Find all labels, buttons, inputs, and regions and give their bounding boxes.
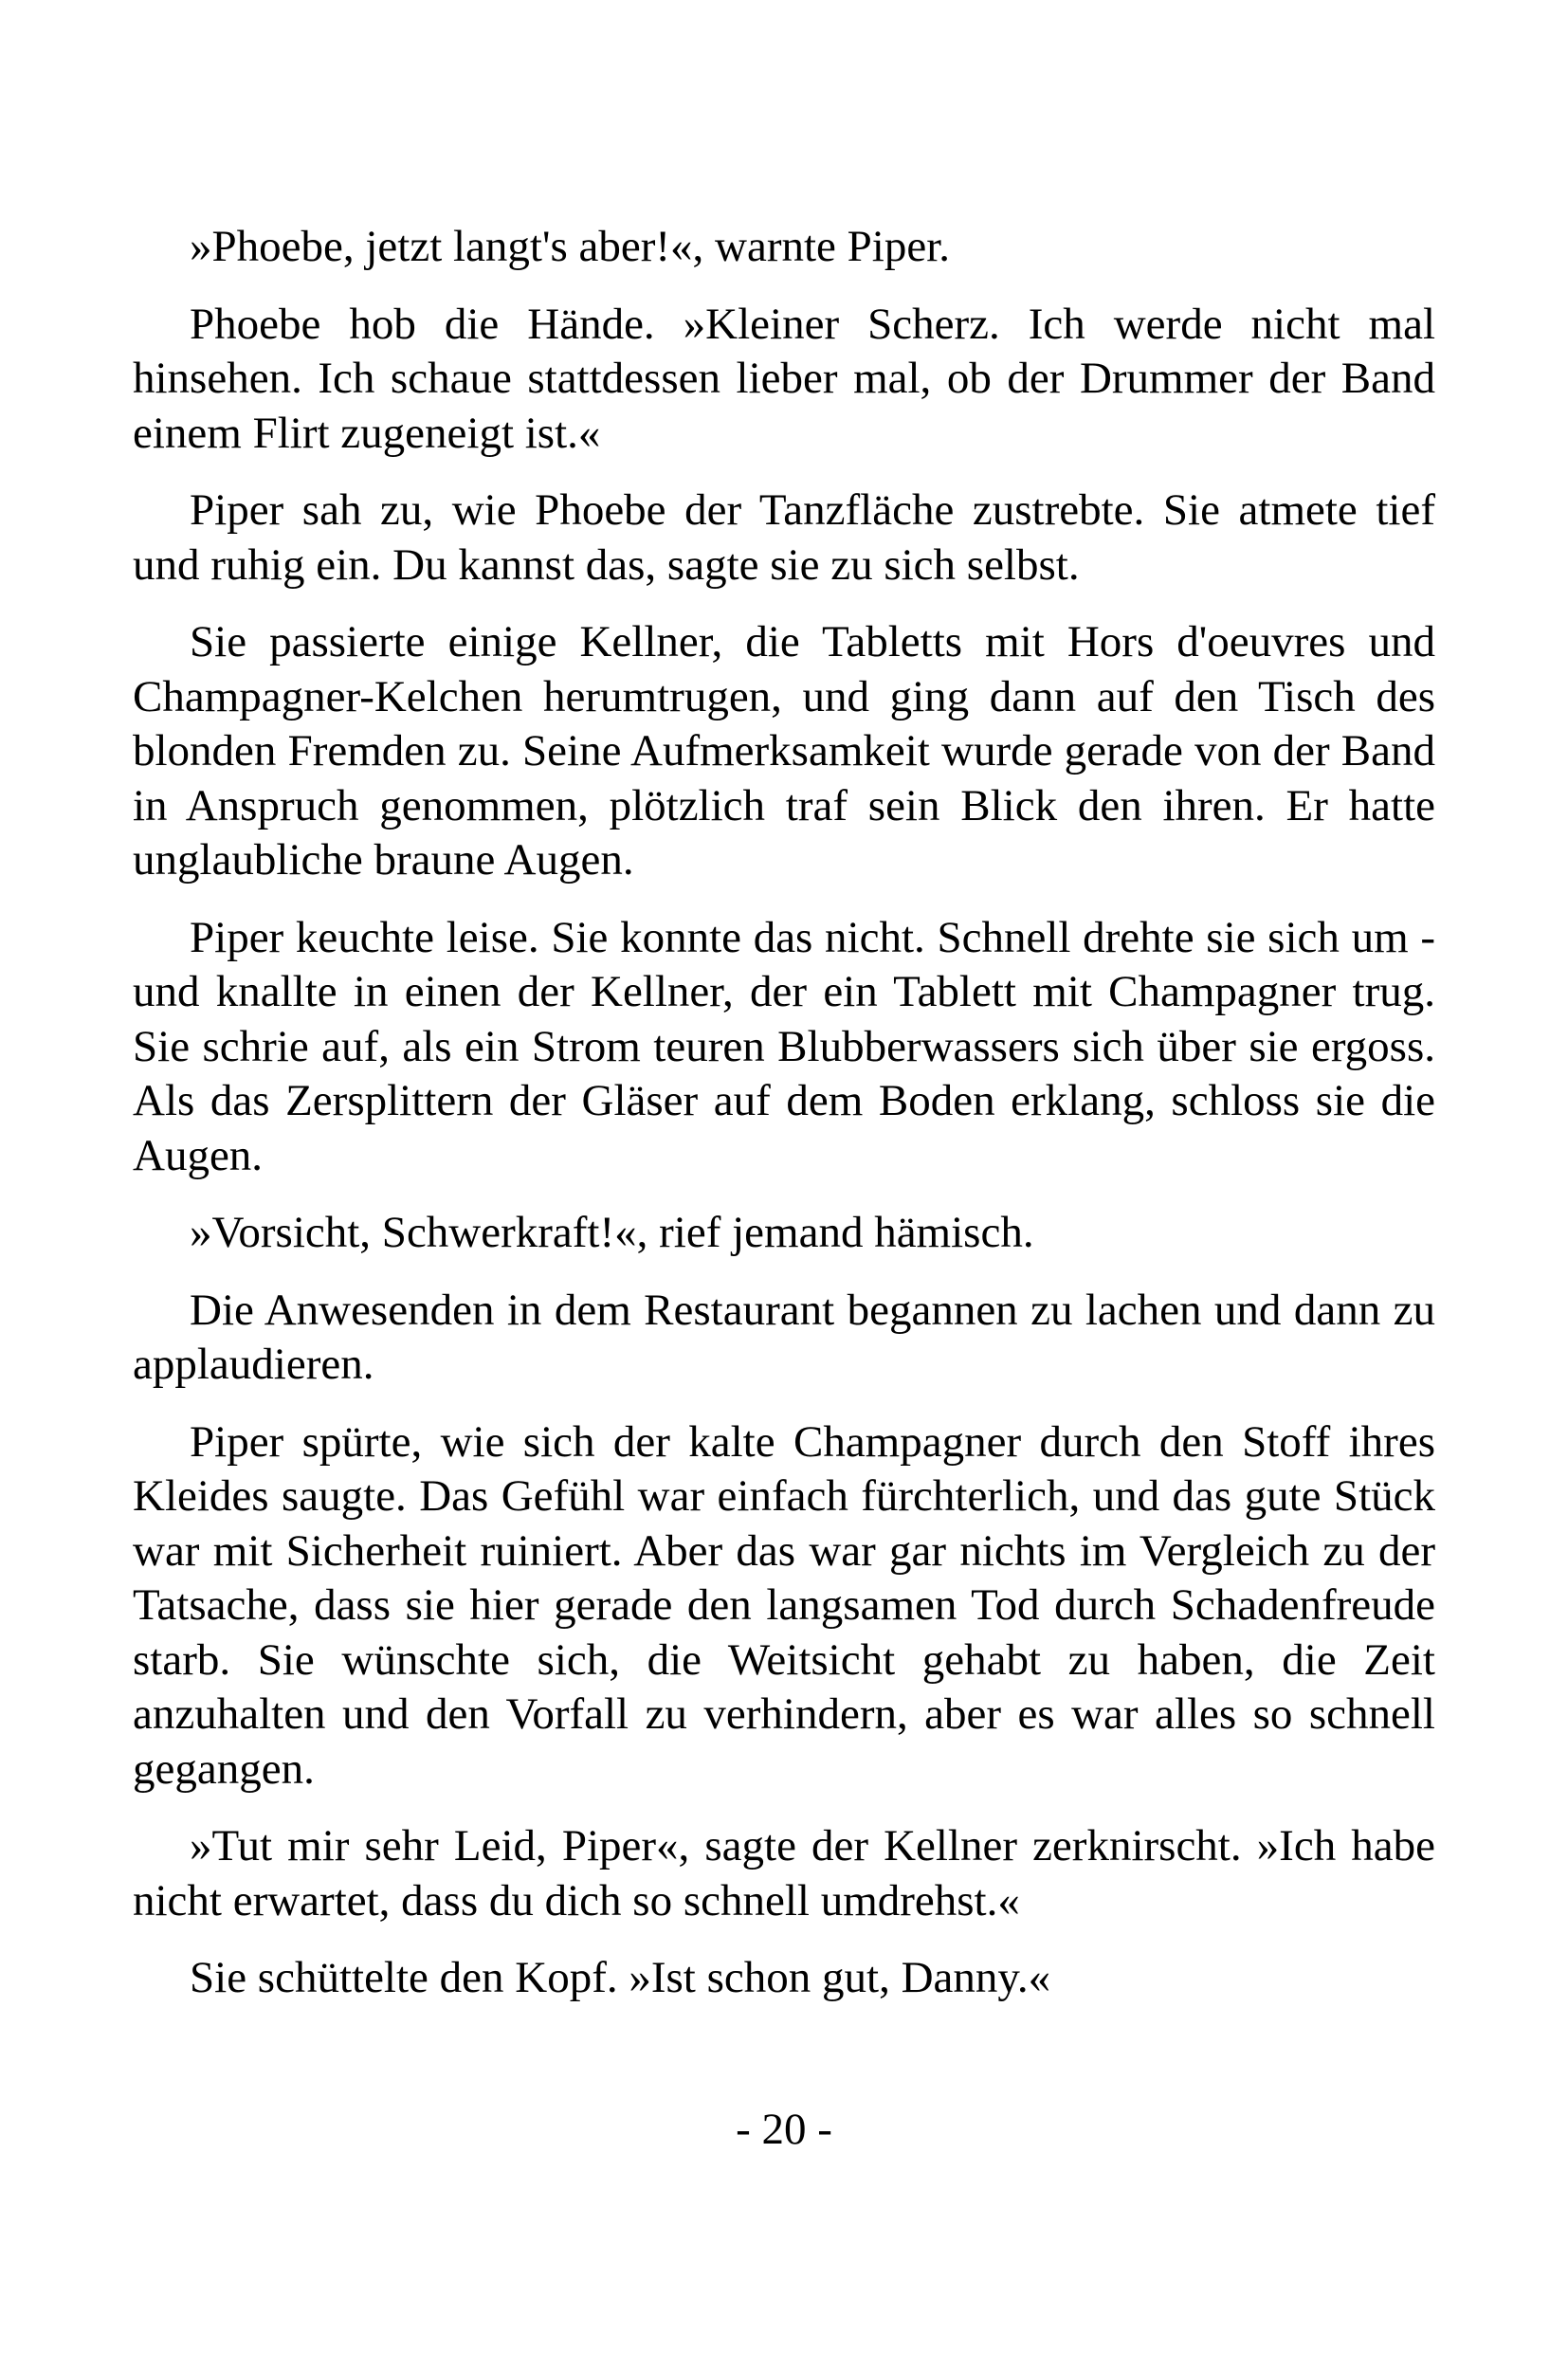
body-text — [133, 220, 1435, 2029]
paragraph: Die Anwesenden in dem Restaurant begannen zu lachen und dann zu applaudieren. — [133, 1285, 1435, 1389]
paragraph: »Vorsicht, Schwerkraft!«, rief jemand hämisch. — [190, 1208, 1034, 1257]
paragraph: »Tut mir sehr Leid, Piper«, sagte der Kellner zerknirscht. »Ich habe nicht erwartet, dass du dich so schnell umdrehst.« — [133, 1821, 1435, 1925]
paragraph: Piper sah zu, wie Phoebe der Tanzfläche zustrebte. Sie atmete tief und ruhig ein. Du kannst das, sagte sie zu sich selbst. — [133, 485, 1435, 590]
paragraph: Sie schüttelte den Kopf. »Ist schon gut, Danny.« — [190, 1953, 1051, 2002]
paragraph: Phoebe hob die Hände. »Kleiner Scherz. Ich werde nicht mal hinsehen. Ich schaue stattdessen lieber mal, ob der Drummer der Band einem Flirt zugeneigt ist.« — [133, 299, 1435, 458]
paragraph: Sie passierte einige Kellner, die Tabletts mit Hors d'oeuvres und Champagner-Kelchen herumtrugen, und ging dann auf den Tisch des blonden Fremden zu. Seine Aufmerksamkeit wurde gerade von der Band in Anspruch genommen, plötzlich traf sein Blick den ihren. Er hatte unglaubliche braune Augen. — [133, 617, 1435, 885]
paragraph: Piper spürte, wie sich der kalte Champagner durch den Stoff ihres Kleides saugte. Das Gefühl war einfach fürchterlich, und das gute Stück war mit Sicherheit ruiniert. Aber das war gar nichts im Vergleich zu der Tatsache, dass sie hier gerade den langsamen Tod durch Schadenfreude starb. Sie wünschte sich, die Weitsicht gehabt zu haben, die Zeit anzuhalten und den Vorfall zu verhindern, aber es war alles so schnell gegangen. — [133, 1416, 1435, 1794]
paragraph: Piper keuchte leise. Sie konnte das nicht. Schnell drehte sie sich um - und knallte in einen der Kellner, der ein Tablett mit Champagner trug. Sie schrie auf, als ein Strom teuren Blubberwassers sich über sie ergoss. Als das Zersplittern der Gläser auf dem Boden erklang, schloss sie die Augen. — [133, 912, 1435, 1180]
page-number: - 20 - — [736, 2105, 832, 2154]
paragraph: »Phoebe, jetzt langt's aber!«, warnte Piper. — [190, 222, 951, 271]
